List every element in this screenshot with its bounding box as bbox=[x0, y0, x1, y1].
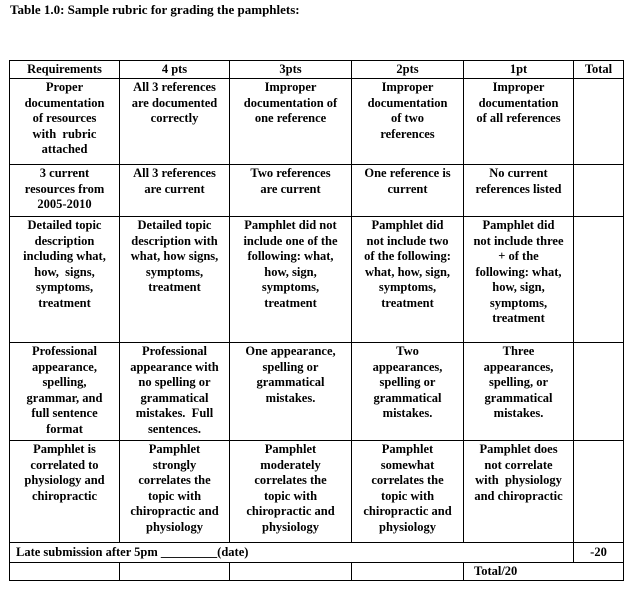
score-2pts-cell: One reference is current bbox=[352, 165, 464, 217]
header-total: Total bbox=[574, 61, 624, 79]
score-1pt-cell: No current references listed bbox=[464, 165, 574, 217]
table-row bbox=[10, 217, 624, 343]
score-3pts-cell: One appearance, spelling or grammatical mistakes. bbox=[230, 343, 352, 441]
requirement-cell: Detailed topic description including what, how, signs, symptoms, treatment bbox=[10, 217, 120, 343]
table-row bbox=[10, 441, 624, 543]
score-1pt-cell: Improper documentation of all references bbox=[464, 79, 574, 165]
total-score-label: Total/20 bbox=[464, 563, 624, 581]
header-2pts: 2pts bbox=[352, 61, 464, 79]
score-4pts-cell: All 3 references are documented correctly bbox=[120, 79, 230, 165]
total-cell bbox=[574, 79, 624, 165]
empty-cell bbox=[352, 563, 464, 581]
score-2pts-cell: Pamphlet did not include two of the following: what, how, sign, symptoms, treatment bbox=[352, 217, 464, 343]
late-penalty-cell: -20 bbox=[574, 543, 624, 563]
table-row bbox=[10, 165, 624, 217]
requirement-cell: Professional appearance, spelling, grammar, and full sentence format bbox=[10, 343, 120, 441]
score-1pt-cell: Three appearances, spelling, or grammatical mistakes. bbox=[464, 343, 574, 441]
table-row bbox=[10, 79, 624, 165]
grading-rubric-table bbox=[9, 60, 624, 581]
requirement-cell: Proper documentation of resources with rubric attached bbox=[10, 79, 120, 165]
total-cell bbox=[574, 217, 624, 343]
score-4pts-cell: Pamphlet strongly correlates the topic with chiropractic and physiology bbox=[120, 441, 230, 543]
empty-cell bbox=[230, 563, 352, 581]
requirement-cell: 3 current resources from 2005-2010 bbox=[10, 165, 120, 217]
score-4pts-cell: Detailed topic description with what, how signs, symptoms, treatment bbox=[120, 217, 230, 343]
score-1pt-cell: Pamphlet did not include three + of the following: what, how, sign, symptoms, treatment bbox=[464, 217, 574, 343]
total-cell bbox=[574, 343, 624, 441]
table-row bbox=[10, 343, 624, 441]
total-cell bbox=[574, 441, 624, 543]
late-submission-text: Late submission after 5pm _________(date) bbox=[10, 543, 574, 563]
header-4pts: 4 pts bbox=[120, 61, 230, 79]
header-3pts: 3pts bbox=[230, 61, 352, 79]
score-2pts-cell: Improper documentation of two references bbox=[352, 79, 464, 165]
empty-cell bbox=[10, 563, 120, 581]
header-row bbox=[10, 61, 624, 79]
score-4pts-cell: All 3 references are current bbox=[120, 165, 230, 217]
total-cell bbox=[574, 165, 624, 217]
table-caption: Table 1.0: Sample rubric for grading the pamphlets: bbox=[10, 2, 300, 17]
score-3pts-cell: Pamphlet did not include one of the following: what, how, sign, symptoms, treatment bbox=[230, 217, 352, 343]
score-2pts-cell: Two appearances, spelling or grammatical mistakes. bbox=[352, 343, 464, 441]
total-row bbox=[10, 563, 624, 581]
score-3pts-cell: Pamphlet moderately correlates the topic with chiropractic and physiology bbox=[230, 441, 352, 543]
header-1pt: 1pt bbox=[464, 61, 574, 79]
score-2pts-cell: Pamphlet somewhat correlates the topic with chiropractic and physiology bbox=[352, 441, 464, 543]
late-submission-row bbox=[10, 543, 624, 563]
header-requirements: Requirements bbox=[10, 61, 120, 79]
score-3pts-cell: Two references are current bbox=[230, 165, 352, 217]
requirement-cell: Pamphlet is correlated to physiology and chiropractic bbox=[10, 441, 120, 543]
score-4pts-cell: Professional appearance with no spelling or grammatical mistakes. Full sentences. bbox=[120, 343, 230, 441]
empty-cell bbox=[120, 563, 230, 581]
score-3pts-cell: Improper documentation of one reference bbox=[230, 79, 352, 165]
score-1pt-cell: Pamphlet does not correlate with physiology and chiropractic bbox=[464, 441, 574, 543]
